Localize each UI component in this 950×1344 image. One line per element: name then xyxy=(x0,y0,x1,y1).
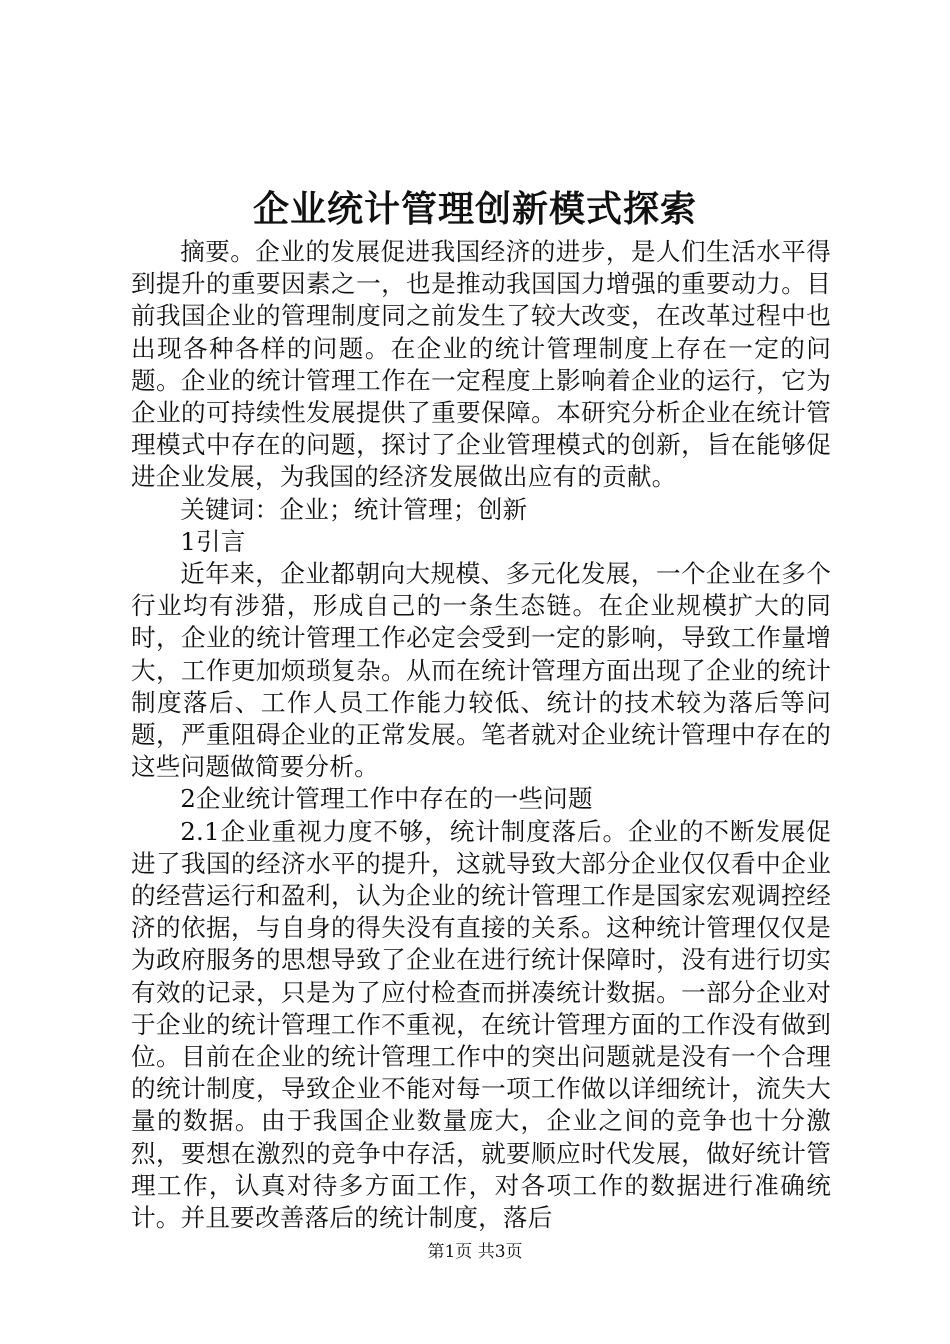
document-body xyxy=(131,236,831,1234)
document-title: 企业统计管理创新模式探索 xyxy=(252,188,697,230)
section-heading-introduction: 1引言 xyxy=(180,526,246,556)
page-footer: 第1页 共3页 xyxy=(427,1242,523,1262)
subsection-paragraph-2-1: 2.1企业重视力度不够，统计制度落后。企业的不断发展促进了我国的经济水平的提升，这就导致大部分企业仅仅看中企业的经营运行和盈利，认为企业的统计管理工作是国家宏观调控经济的依据，与自身的得失没有直接的关系。这种统计管理仅仅是为政府服务的思想导致了企业在进行统计保障时，没有进行切实有效的记录，只是为了应付检查而拼凑统计数据。一部分企业对于企业的统计管理工作不重视，在统计管理方面的工作没有做到位。目前在企业的统计管理工作中的突出问题就是没有一个合理的统计制度，导致企业不能对每一项工作做以详细统计，流失大量的数据。由于我国企业数量庞大，企业之间的竞争也十分激烈，要想在激烈的竞争中存活，就要顺应时代发展，做好统计管理工作，认真对待多方面工作，对各项工作的数据进行准确统计。并且要改善落后的统计制度，落后 xyxy=(131,816,831,1233)
section-heading-problems: 2企业统计管理工作中存在的一些问题 xyxy=(180,784,593,814)
introduction-paragraph: 近年来，企业都朝向大规模、多元化发展，一个企业在多个行业均有涉猎，形成自己的一条生态链。在企业规模扩大的同时，企业的统计管理工作必定会受到一定的影响，导致工作量增大，工作更加烦琐复杂。从而在统计管理方面出现了企业的统计制度落后、工作人员工作能力较低、统计的技术较为落后等问题，严重阻碍企业的正常发展。笔者就对企业统计管理中存在的这些问题做简要分析。 xyxy=(131,559,831,782)
abstract-paragraph: 摘要。企业的发展促进我国经济的进步，是人们生活水平得到提升的重要因素之一，也是推动我国国力增强的重要动力。目前我国企业的管理制度同之前发生了较大改变，在改革过程中也出现各种各样的问题。在企业的统计管理制度上存在一定的问题。企业的统计管理工作在一定程度上影响着企业的运行，它为企业的可持续性发展提供了重要保障。本研究分析企业在统计管理模式中存在的问题，探讨了企业管理模式的创新，旨在能够促进企业发展，为我国的经济发展做出应有的贡献。 xyxy=(131,237,831,492)
keywords-line: 关键词：企业；统计管理；创新 xyxy=(180,494,528,524)
